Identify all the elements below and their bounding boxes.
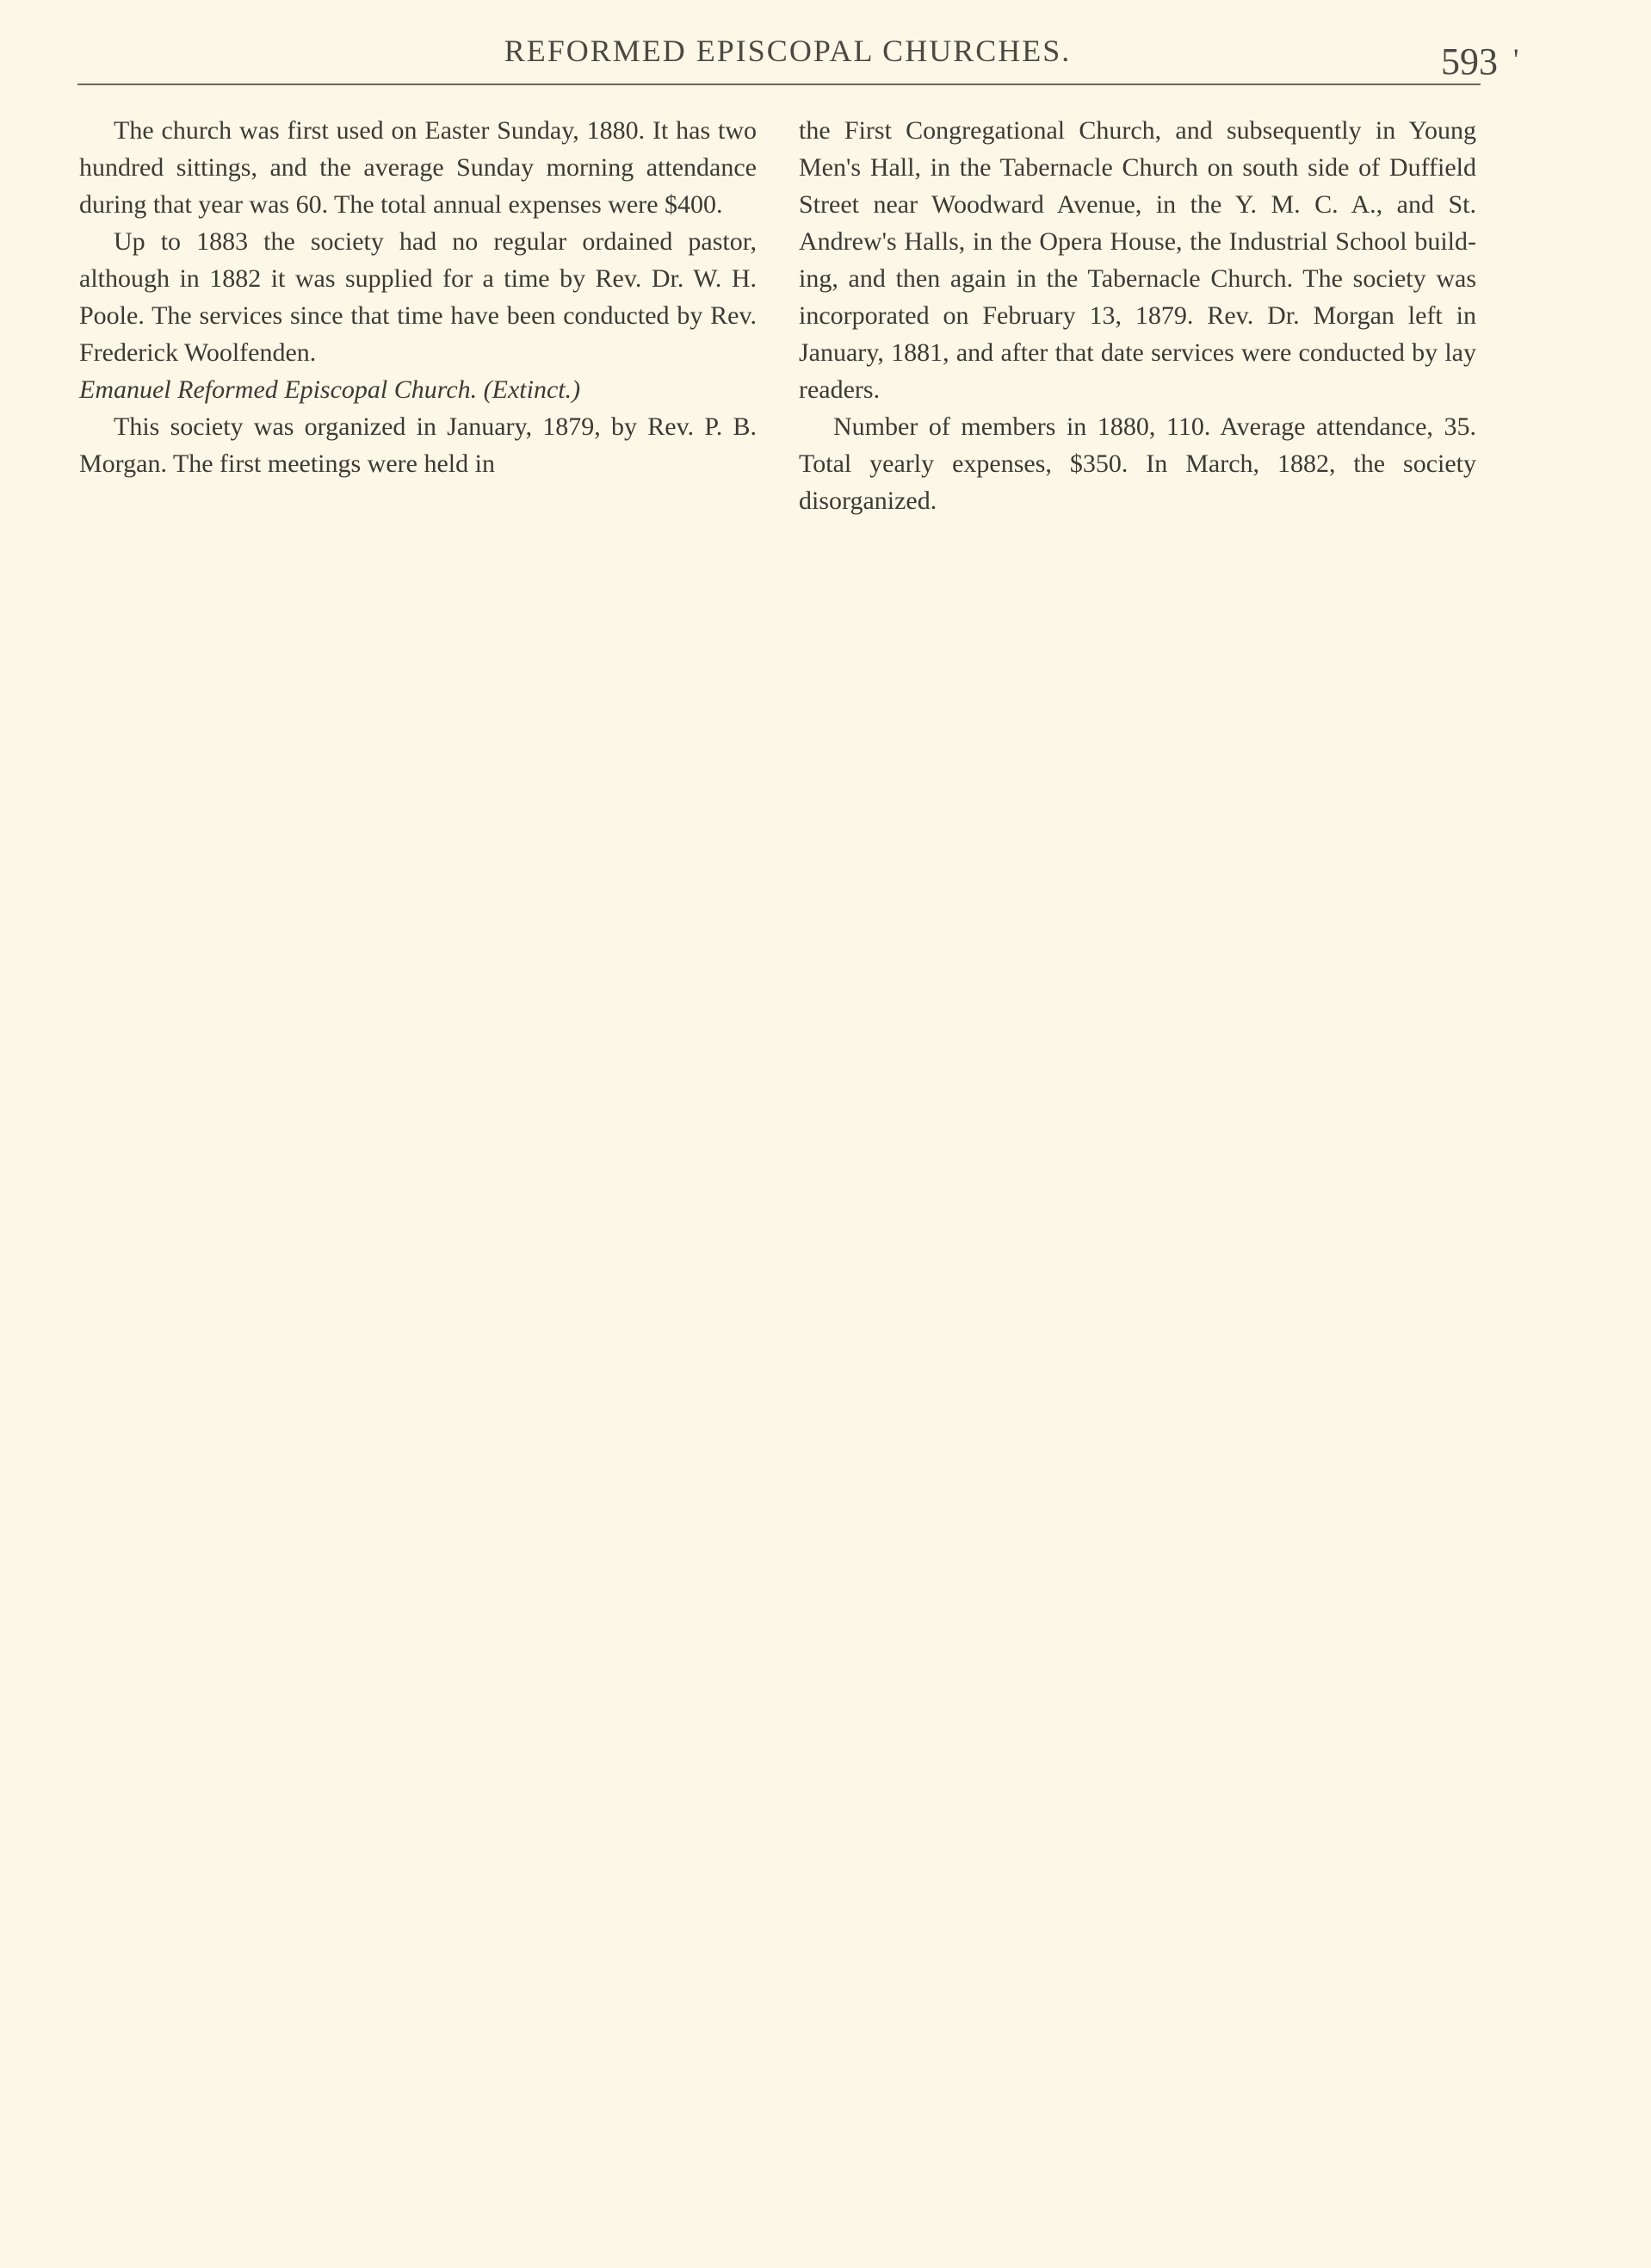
paragraph: Number of members in 1880, 110. Average attendance, 35. Total yearly expenses, $350. In March, 1882, the society disorganized. <box>799 412 1476 515</box>
right-column <box>799 112 1476 519</box>
paragraph: The church was first used on Easter Sunday, 1880. It has two hundred sittings, and the average Sunday morning attendance during that year was 60. The total annual expenses were $400. <box>79 116 757 219</box>
paragraph: the First Congregational Church, and subsequently in Young Men's Hall, in the Tabernacle Church on south side of Duffield Street near Woodward Avenue, in the Y. M. C. A., and St. Andrew's Halls, in the Opera House, the Industrial School building, and then again in the Tabernacle Church. The society was incorporated on February 13, 1879. Rev. Dr. Morgan left in January, 1881, and after that date services were conducted by lay readers. <box>799 116 1476 404</box>
running-header <box>77 29 1498 90</box>
running-title: REFORMED EPISCOPAL CHURCHES. <box>504 34 1072 68</box>
paragraph: This society was organized in January, 1879, by Rev. P. B. Morgan. The first meetings were held in <box>79 412 757 478</box>
section-heading: Emanuel Reformed Episcopal Church. (Extinct.) <box>79 375 581 404</box>
page-number: 593 <box>1441 40 1498 83</box>
left-column <box>79 112 757 482</box>
paragraph: Up to 1883 the society had no regular ordained pastor, although in 1882 it was supplied for a time by Rev. Dr. W. H. Poole. The services since that time have been conducted by Rev. Frederick Woolfenden. <box>79 227 757 367</box>
header-rule <box>77 84 1481 85</box>
margin-mark: ' <box>1513 42 1519 77</box>
